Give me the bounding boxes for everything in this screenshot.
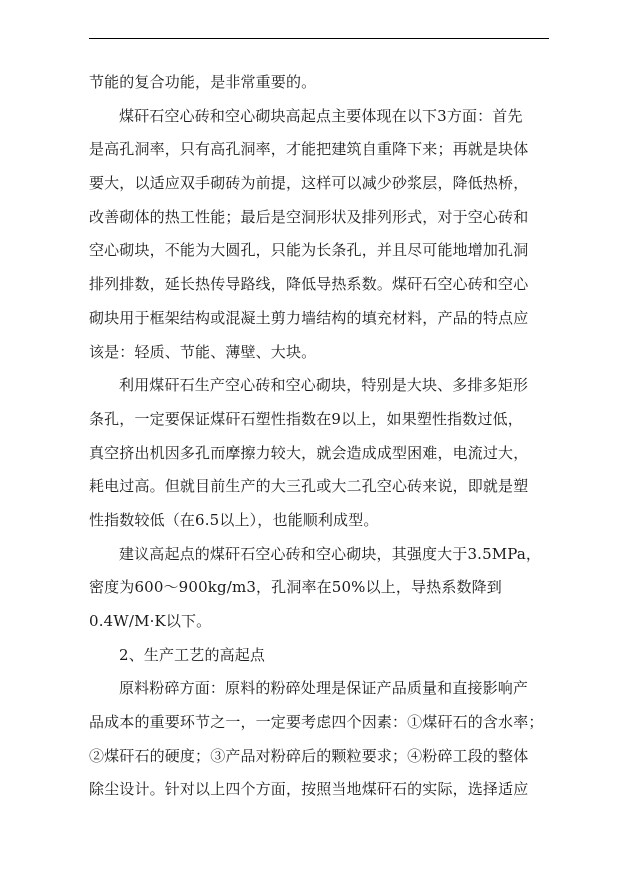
text-line: 条孔，一定要保证煤矸石塑性指数在9以上，如果塑性指数过低， xyxy=(89,409,523,428)
header-rule xyxy=(89,38,549,39)
text-line: ②煤矸石的硬度；③产品对粉碎后的颗粒要求；④粉碎工段的整体 xyxy=(89,746,529,765)
text-line: 要大，以适应双手砌砖为前提，这样可以减少砂浆层，降低热桥， xyxy=(89,174,529,193)
text-line: 节能的复合功能，是非常重要的。 xyxy=(89,73,317,91)
text-line: 0.4W/M·K以下。 xyxy=(89,612,212,630)
text-line: 性指数较低（在6.5以上），也能顺利成型。 xyxy=(89,510,379,529)
text-line: 砌块用于框架结构或混凝土剪力墙结构的填充材料，产品的特点应 xyxy=(89,308,529,327)
paragraph-start-line: 利用煤矸石生产空心砖和空心砌块，特别是大块、多排多矩形 xyxy=(119,376,529,395)
text-line: 品成本的重要环节之一，一定要考虑四个因素：①煤矸石的含水率； xyxy=(89,713,544,732)
text-line: 空心砌块，不能为大圆孔，只能为长条孔，并且尽可能地增加孔洞 xyxy=(89,241,529,260)
text-line: 真空挤出机因多孔而摩擦力较大，就会造成成型困难，电流过大， xyxy=(89,443,529,462)
text-line: 该是：轻质、节能、薄壁、大块。 xyxy=(89,342,317,361)
text-line: 密度为600～900kg/m3，孔洞率在50%以上，导热系数降到 xyxy=(89,578,502,597)
text-line: 耗电过高。但就目前生产的大三孔或大二孔空心砖来说，即就是塑 xyxy=(89,477,529,496)
paragraph-start-line: 煤矸石空心砖和空心砌块高起点主要体现在以下3方面：首先 xyxy=(119,106,523,125)
text-line: 是高孔洞率，只有高孔洞率，才能把建筑自重降下来；再就是块体 xyxy=(89,140,529,159)
text-line: 排列排数，延长热传导路线，降低导热系数。煤矸石空心砖和空心 xyxy=(89,275,529,294)
paragraph-start-line: 建议高起点的煤矸石空心砖和空心砌块，其强度大于3.5MPa， xyxy=(119,544,542,563)
text-line: 改善砌体的热工性能；最后是空洞形状及排列形式，对于空心砖和 xyxy=(89,207,529,226)
document-body xyxy=(89,66,559,807)
paragraph-start-line: 原料粉碎方面：原料的粉碎处理是保证产品质量和直接影响产 xyxy=(119,679,529,698)
text-line: 除尘设计。针对以上四个方面，按照当地煤矸石的实际，选择适应 xyxy=(89,780,529,799)
section-heading: 2、生产工艺的高起点 xyxy=(119,645,266,664)
